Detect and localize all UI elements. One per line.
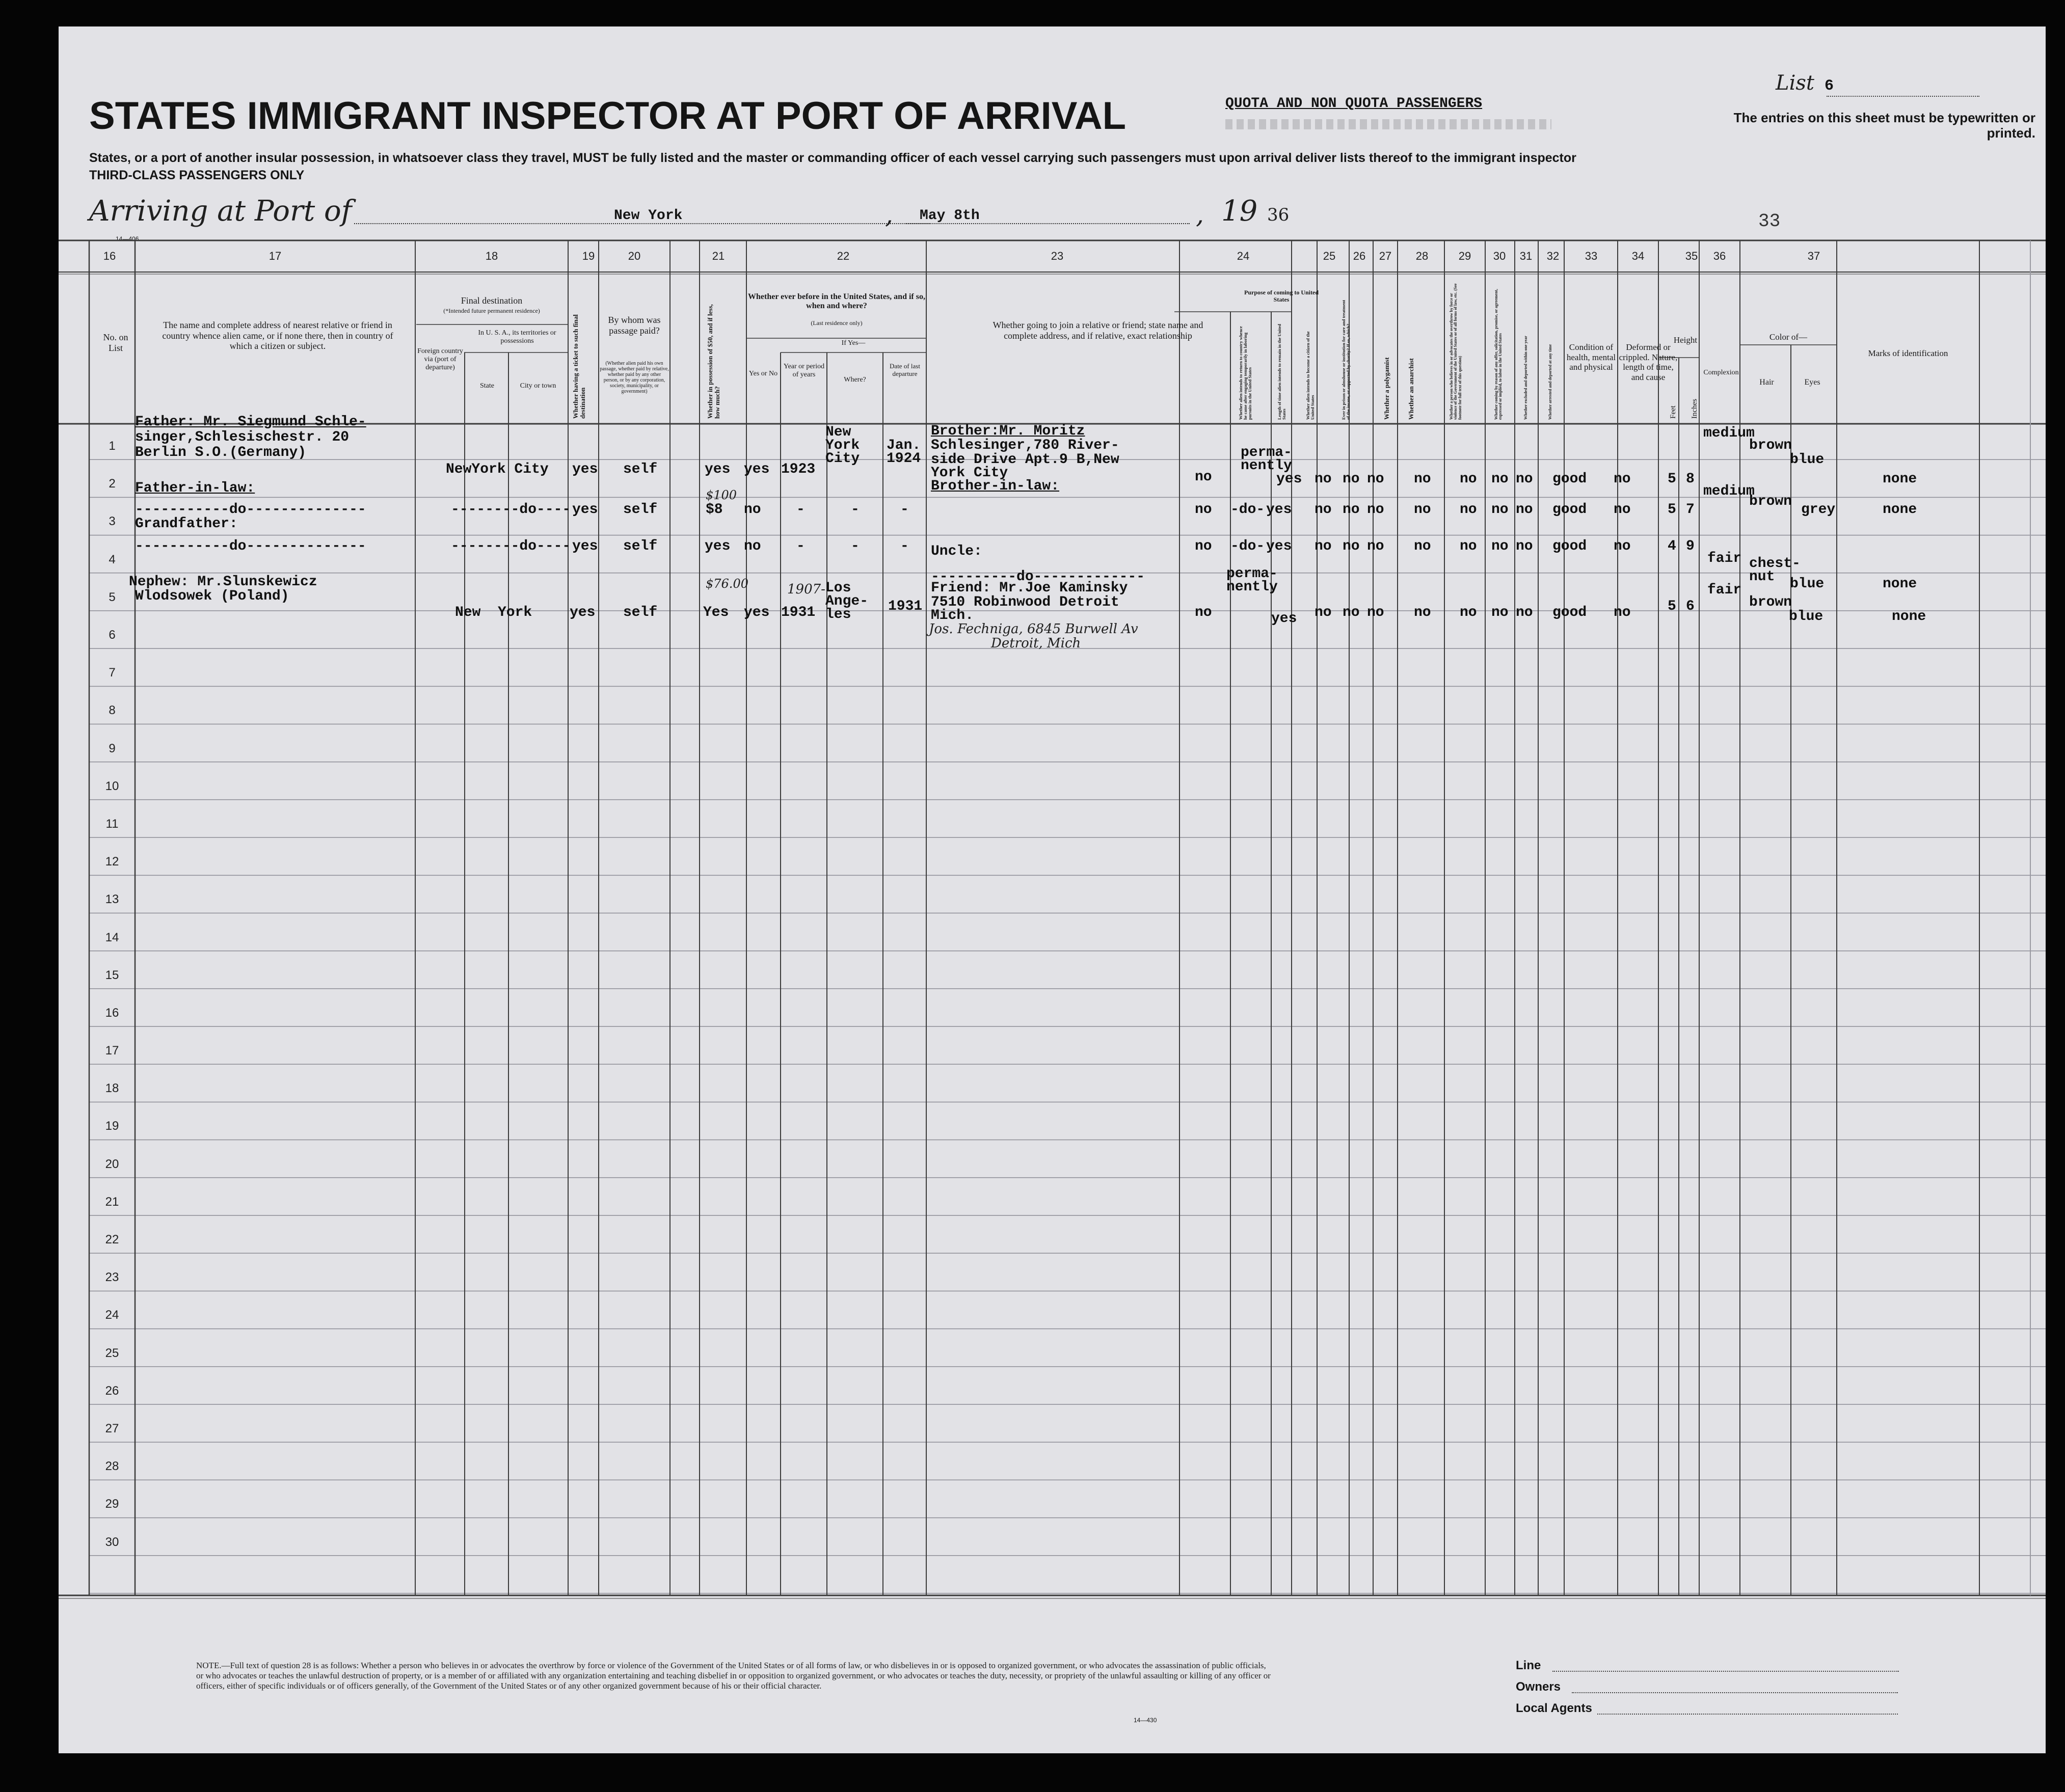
header-col27: Whether an anarchist — [1407, 358, 1415, 420]
row2-c29: no — [1460, 502, 1477, 518]
row1-c30: no — [1491, 471, 1509, 487]
footer-form-number: 14—430 — [1134, 1717, 1157, 1724]
header-height: Height — [1673, 335, 1698, 345]
year-prefix: 19 — [1221, 195, 1258, 228]
row3-inches: 9 — [1686, 538, 1695, 554]
row3-joining: Uncle: — [931, 544, 982, 559]
header-col19: Whether having a ticket to such final destination — [572, 314, 586, 419]
row2-complexion: medium — [1703, 483, 1755, 499]
row1-joining-3: side Drive Apt.9 B,New — [931, 452, 1119, 468]
row1-relative-line3: Berlin S.O.(Germany) — [135, 445, 307, 460]
row-number: 25 — [105, 1346, 119, 1360]
agents-field — [1516, 1701, 1903, 1716]
row1-money: yes — [705, 461, 731, 477]
header-marks: Marks of identification — [1868, 348, 1948, 358]
header-where: Where? — [844, 376, 866, 384]
row1-citizen: yes — [1276, 471, 1302, 487]
row2-year: - — [796, 502, 805, 518]
header-col26: Whether a polygamist — [1383, 357, 1390, 420]
row-number: 26 — [105, 1383, 119, 1398]
row4-c30: no — [1491, 605, 1509, 620]
row1-ticket: yes — [572, 461, 598, 477]
row-number: 10 — [105, 779, 119, 793]
row4-hair: brown — [1749, 594, 1792, 610]
row3-year: - — [796, 538, 805, 554]
row4-length-2: nently — [1226, 579, 1278, 595]
year-suffix: 36 — [1267, 205, 1290, 225]
column-number: 35 — [1685, 250, 1698, 262]
row3-c25: no — [1315, 538, 1332, 554]
column-number: 17 — [269, 250, 282, 262]
row3-c31: no — [1516, 538, 1533, 554]
header-instructions: States, or a port of another insular possession, in whatsoever class they travel, MUST be fully listed and the master or commanding officer of each vessel carrying such passengers must upon arrival deliver lists thereof to the immigrant inspector — [89, 151, 1576, 165]
row1-return: no — [1195, 469, 1212, 485]
row4-length-1: perma- — [1226, 566, 1278, 582]
header-inches: Inches — [1691, 398, 1699, 419]
arriving-label: Arriving at Port of — [89, 195, 352, 228]
row3-before: no — [744, 538, 761, 554]
row3-complexion: fair — [1707, 551, 1742, 566]
footnote-question-28: NOTE.—Full text of question 28 is as follows: Whether a person who believes in or advocates the overthrow by force or violence of the Government of the United States or of all forms of law, or who disbelieves in or is opposed to organized government, or who advocates the assassination of public officials, or who advocates or teaches the unlawful destruction of property, or is a member of or affiliated with any organization entertaining and teaching disbelief in or opposition to organized government, or who advocates or teaches the duty, necessity, or propriety of the unlawful assaulting or killing of any officer or officers, either of specific individuals or of officers generally, of the Government of the United States or of any other organized government because of his or their official character. — [196, 1661, 1271, 1691]
header-col24-return: Whether alien intends to return to country whence he came after engaging temporarily in laboring pursuits in the United States — [1238, 326, 1252, 420]
row2-feet: 5 — [1668, 502, 1676, 518]
header-col24: Purpose of coming to United States — [1244, 289, 1319, 303]
row-number: 2 — [109, 477, 116, 491]
row1-feet: 5 — [1668, 471, 1676, 487]
row4-joining-handwritten-2: Detroit, Mich — [991, 636, 1081, 651]
column-number: 16 — [103, 250, 116, 262]
port-value: New York — [614, 208, 683, 224]
row2-city: --------do---- — [451, 502, 571, 518]
row2-citizen: yes — [1266, 502, 1292, 518]
row-number: 19 — [105, 1119, 119, 1133]
row4-money: Yes — [703, 605, 729, 620]
row4-c31: no — [1516, 605, 1533, 620]
row4-joining-handwritten-1: Jos. Fechniga, 6845 Burwell Av — [929, 621, 1138, 637]
row1-relative-line1: Father: Mr. Siegmund Schle- — [135, 414, 366, 430]
row3-c26: no — [1343, 538, 1360, 554]
row-number: 30 — [105, 1535, 119, 1549]
row1-length-2: nently — [1241, 458, 1292, 474]
row1-c28: no — [1414, 471, 1431, 487]
row2-where: - — [851, 502, 860, 518]
row4-c29: no — [1460, 605, 1477, 620]
row4-deformed: no — [1614, 605, 1631, 620]
line-field — [1516, 1659, 1903, 1673]
header-final-destination-sub: (*Intended future permanent residence) — [443, 307, 540, 314]
header-if-yes: If Yes— — [841, 339, 866, 347]
row4-paid-by: self — [623, 605, 658, 620]
header-eyes: Eyes — [1804, 378, 1820, 387]
header-col33: Deformed or crippled. Nature, length of time, and cause — [1619, 342, 1678, 382]
entries-note: The entries on this sheet must be typewritten or printed. — [1733, 110, 2035, 141]
header-col25: Ever in prison or almshouse or institution for care and treatment of the insane, or supported by charity? If so, which? — [1341, 300, 1351, 420]
row2-relative-label: Father-in-law: — [135, 480, 255, 496]
date-value: May 8th — [920, 208, 980, 224]
row3-c29: no — [1460, 538, 1477, 554]
row3-paid-by: self — [623, 538, 658, 554]
row-number: 11 — [105, 817, 119, 831]
row1-where-3: City — [825, 451, 860, 467]
row2-date: - — [900, 502, 909, 518]
row-number: 14 — [105, 930, 119, 944]
row4-relative-1: Nephew: Mr.Slunskewicz — [129, 574, 317, 590]
header-state: State — [480, 382, 494, 390]
row4-where-1: Los — [825, 580, 851, 596]
header-col24-length: Length of time alien intends to remain in the United States — [1277, 323, 1286, 420]
header-color-of: Color of— — [1769, 332, 1808, 342]
row1-city: NewYork City — [446, 461, 549, 477]
column-number: 30 — [1493, 250, 1506, 262]
row2-c27: no — [1367, 502, 1384, 518]
row-number: 22 — [105, 1233, 119, 1247]
row1-length-1: perma- — [1241, 445, 1292, 460]
row3-where: - — [851, 538, 860, 554]
row2-length: -do- — [1230, 502, 1265, 518]
column-number: 18 — [485, 250, 498, 262]
row4-eyes: blue — [1789, 609, 1823, 625]
list-label: List — [1776, 71, 1814, 95]
row-number: 5 — [109, 590, 116, 604]
row-number: 17 — [105, 1044, 119, 1058]
row1-marks: none — [1883, 471, 1917, 487]
row-number: 1 — [109, 439, 116, 453]
row1-c25: no — [1315, 471, 1332, 487]
row2-eyes: grey — [1801, 502, 1836, 518]
header-hair: Hair — [1759, 378, 1774, 387]
row-number: 23 — [105, 1270, 119, 1285]
header-city: City or town — [520, 382, 556, 390]
row-number: 12 — [105, 855, 119, 869]
row-number: 29 — [105, 1497, 119, 1511]
column-number: 37 — [1807, 250, 1820, 262]
row1-paid-by: self — [623, 461, 658, 477]
row4-c26: no — [1343, 605, 1360, 620]
row-number: 18 — [105, 1081, 119, 1096]
owners-label: Owners — [1516, 1680, 1561, 1694]
column-number: 36 — [1713, 250, 1726, 262]
row-number: 20 — [105, 1157, 119, 1171]
header-final-destination: Final destination — [461, 295, 523, 306]
row2-return: no — [1195, 502, 1212, 518]
header-col29: Whether coming by reason of any offer, solicitation, promise, or agreement, expressed or implied, to labor in the United States — [1494, 289, 1503, 420]
header-feet: Feet — [1669, 405, 1677, 419]
row-number: 28 — [105, 1459, 119, 1474]
column-number: 20 — [628, 250, 641, 262]
row3-feet: 4 — [1668, 538, 1676, 554]
row3-c27: no — [1367, 538, 1384, 554]
row-number: 27 — [105, 1422, 119, 1436]
column-number: 26 — [1353, 250, 1366, 262]
row3-deformed: no — [1614, 538, 1631, 554]
row4-health: good — [1552, 605, 1587, 620]
row-number: 8 — [109, 703, 116, 718]
column-number: 22 — [837, 250, 850, 262]
row-number: 3 — [109, 514, 116, 529]
row3-health: good — [1552, 538, 1587, 554]
row4-money-note: $76.00 — [706, 577, 748, 591]
row4-c25: no — [1315, 605, 1332, 620]
header-yes-or-no: Yes or No — [748, 370, 778, 377]
header-complexion: Complexion — [1703, 369, 1739, 376]
row3-return: no — [1195, 538, 1212, 554]
header-col23: Whether going to join a relative or friend; state name and complete address, and if relative, exact relationship — [993, 320, 1203, 341]
row-number: 6 — [109, 628, 116, 642]
row3-marks: none — [1883, 576, 1917, 592]
row4-relative-2: Wlodsowek (Poland) — [135, 588, 289, 604]
row2-health: good — [1552, 502, 1587, 518]
row4-c28: no — [1414, 605, 1431, 620]
row1-complexion: medium — [1703, 425, 1755, 441]
row1-joining-4: York City — [931, 465, 1008, 481]
header-in-usa: In U. S. A., its territories or possessions — [478, 329, 556, 345]
row4-city: York — [498, 605, 532, 620]
row3-hair-2: nut — [1749, 569, 1775, 585]
row2-relative-ditto: -----------do-------------- — [135, 502, 366, 518]
form-small-number: 14—406 — [116, 235, 139, 242]
row1-date-2: 1924 — [887, 451, 921, 467]
owners-field — [1516, 1680, 1903, 1694]
row4-inches: 6 — [1686, 599, 1695, 614]
row4-return: no — [1195, 605, 1212, 620]
row4-c27: no — [1367, 605, 1384, 620]
row-number: 9 — [109, 741, 116, 755]
header-col20-sub: (Whether alien paid his own passage, whether paid by relative, whether paid by any other person, or by any corporation, society, municipality, or government) — [600, 361, 669, 394]
row3-relative-label: Grandfather: — [135, 516, 238, 532]
column-number: 27 — [1379, 250, 1392, 262]
row4-marks: none — [1892, 609, 1926, 625]
row-number: 24 — [105, 1308, 119, 1322]
header-col24-citizen: Whether alien intends to become a citizen of the United States — [1305, 331, 1315, 420]
row1-where-2: York — [825, 438, 860, 453]
row3-date: - — [900, 538, 909, 554]
header-col22: Whether ever before in the United States, and if so, when and where? — [748, 292, 925, 311]
row4-date: 1931 — [888, 599, 923, 614]
row1-joining-1: Brother:Mr. Moritz — [931, 423, 1085, 439]
row1-where-1: New — [825, 424, 851, 440]
row1-before: yes — [744, 461, 770, 477]
row-number: 4 — [109, 552, 116, 566]
row4-joining-2: 7510 Robinwood Detroit — [931, 594, 1119, 610]
row3-relative-ditto: -----------do-------------- — [135, 538, 366, 554]
row4-year: 1931 — [781, 605, 816, 620]
row3-money: yes — [705, 538, 731, 554]
row3-hair-1: chest- — [1749, 556, 1801, 572]
row2-c31: no — [1516, 502, 1533, 518]
row-number: 16 — [105, 1006, 119, 1020]
column-number: 21 — [712, 250, 725, 262]
row1-inches: 8 — [1686, 471, 1695, 487]
row1-deformed: no — [1614, 471, 1631, 487]
row2-c25: no — [1315, 502, 1332, 518]
column-number: 31 — [1519, 250, 1533, 262]
row1-hair: brown — [1749, 438, 1792, 453]
header-col31: Whether arrested and deported at any time — [1548, 344, 1552, 420]
header-year-period: Year or period of years — [783, 363, 825, 379]
corner-number: 33 — [1758, 211, 1781, 232]
row1-relative-line2: singer,Schlesischestr. 20 — [135, 429, 350, 445]
row4-citizen: yes — [1271, 611, 1297, 627]
table-grid — [59, 26, 2046, 1753]
row4-before: yes — [744, 605, 770, 620]
column-number: 33 — [1585, 250, 1598, 262]
row1-eyes: blue — [1790, 452, 1825, 468]
row4-complexion: fair — [1707, 582, 1742, 598]
row4-joining-1: Friend: Mr.Joe Kaminsky — [931, 580, 1128, 596]
row2-inches: 7 — [1686, 502, 1695, 518]
header-col17: The name and complete address of nearest relative or friend in country whence alien came, or if none there, then in country of which a citizen or subject. — [162, 320, 393, 351]
row3-c30: no — [1491, 538, 1509, 554]
manifest-page — [59, 26, 2046, 1753]
row2-marks: none — [1883, 502, 1917, 518]
row-number: 15 — [105, 968, 119, 982]
row1-c27: no — [1367, 471, 1384, 487]
row1-c31: no — [1516, 471, 1533, 487]
row1-c26: no — [1343, 471, 1360, 487]
row4-year-note: 1907- — [787, 582, 825, 597]
row2-joining: Brother-in-law: — [931, 478, 1060, 494]
arriving-line: Arriving at Port of New York , May 8th , 19 36 — [89, 195, 1290, 229]
quota-label: QUOTA AND NON QUOTA PASSENGERS — [1225, 96, 1483, 112]
row3-ticket: yes — [572, 538, 598, 554]
row2-hair: brown — [1749, 494, 1792, 509]
third-class-note: THIRD-CLASS PASSENGERS ONLY — [89, 168, 305, 182]
row3-citizen: yes — [1266, 538, 1292, 554]
row1-year: 1923 — [781, 461, 816, 477]
row1-health: good — [1552, 471, 1587, 487]
row4-where-3: les — [825, 607, 851, 622]
column-number: 25 — [1323, 250, 1336, 262]
column-number: 23 — [1051, 250, 1064, 262]
row2-money: $8 — [706, 502, 723, 518]
row3-length: -do- — [1230, 538, 1265, 554]
row2-paid-by: self — [623, 502, 658, 518]
column-number: 32 — [1546, 250, 1560, 262]
header-col21: Whether in possession of $50, and if less, how much? — [706, 304, 721, 419]
column-number: 24 — [1237, 250, 1250, 262]
column-number: 19 — [582, 250, 595, 262]
column-number: 28 — [1415, 250, 1429, 262]
line-label: Line — [1516, 1659, 1541, 1672]
row4-joining-3: Mich. — [931, 608, 974, 623]
row-number: 13 — [105, 892, 119, 907]
row2-ticket: yes — [572, 502, 598, 518]
row-number: 7 — [109, 666, 116, 680]
row2-before: no — [744, 502, 761, 518]
row2-c30: no — [1491, 502, 1509, 518]
header-col22-sub: (Last residence only) — [811, 319, 863, 327]
header-foreign-country: Foreign country via (port of departure) — [417, 347, 463, 372]
row1-c29: no — [1460, 471, 1477, 487]
column-number: 29 — [1458, 250, 1471, 262]
column-number: 34 — [1631, 250, 1645, 262]
header-col30: Whether excluded and deported within one year — [1523, 336, 1528, 420]
row-number: 21 — [105, 1194, 119, 1209]
row1-joining-2: Schlesinger,780 River- — [931, 438, 1119, 453]
row2-c28: no — [1414, 502, 1431, 518]
header-no-on-list: No. on List — [103, 332, 128, 353]
row4-state: New — [455, 605, 481, 620]
list-number: 6 — [1824, 77, 1834, 95]
row2-deformed: no — [1614, 502, 1631, 518]
agents-label: Local Agents — [1516, 1701, 1592, 1715]
row3-city: --------do---- — [451, 538, 571, 554]
row2-c26: no — [1343, 502, 1360, 518]
row2-money-note: $100 — [706, 488, 737, 502]
row3-joining-ditto: ----------do------------- — [931, 569, 1145, 585]
row4-ticket: yes — [570, 605, 596, 620]
header-col20: By whom was passage paid? — [608, 315, 661, 336]
row4-where-2: Ange- — [825, 593, 869, 609]
header-col28: Whether a person who believes in or advocates the overthrow by force or violence of the Government of the United States or of all forms of law, etc. (See footnote for full text of this question) — [1449, 283, 1462, 420]
header-col32: Condition of health, mental and physical — [1566, 342, 1616, 372]
row3-c28: no — [1414, 538, 1431, 554]
header-date-departure: Date of last departure — [890, 362, 920, 377]
page-title: STATES IMMIGRANT INSPECTOR AT PORT OF ARRIVAL — [89, 94, 1127, 138]
row1-date-1: Jan. — [887, 438, 921, 453]
row4-feet: 5 — [1668, 599, 1676, 614]
row3-eyes: blue — [1790, 576, 1825, 592]
